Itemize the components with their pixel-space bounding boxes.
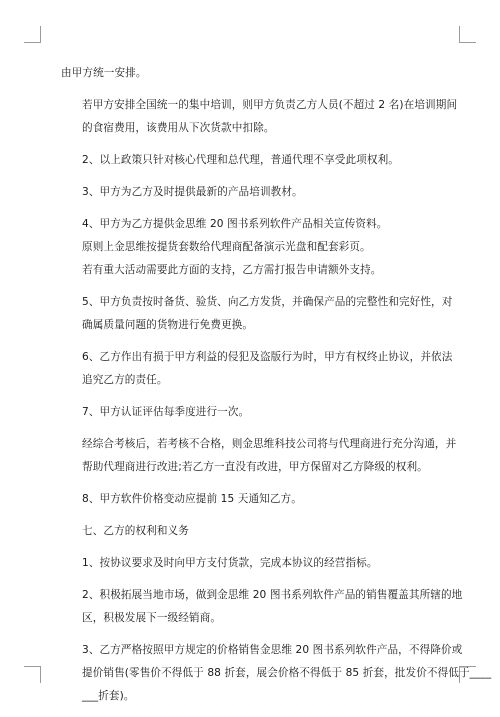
paragraph-line: 若有重大活动需要此方面的支持，乙方需打报告申请额外支持。	[82, 264, 382, 276]
paragraph	[61, 94, 458, 149]
paragraph-line: ___折套)。	[82, 690, 135, 702]
paragraph-line: 确属质量问题的货物进行免费更换。	[82, 319, 254, 331]
document-body	[61, 62, 492, 717]
paragraph-line: 5、甲方负责按时备货、验货、向乙方发货，并确保产品的完整性和完好性，对	[82, 296, 453, 308]
crop-mark-top-left	[24, 26, 41, 43]
paragraph-line: 2、以上政策只针对核心代理和总代理，普通代理不享受此项权利。	[82, 154, 399, 166]
paragraph	[61, 401, 443, 433]
paragraph-line: 8、甲方软件价格变动应提前 15 天通知乙方。	[82, 493, 302, 505]
paragraph-line: 4、甲方为乙方提供金思维 20 图书系列软件产品相关宣传资料。	[82, 218, 388, 230]
paragraph	[61, 552, 443, 584]
paragraph-line: 1、按协议要求及时向甲方支付货款，完成本协议的经营指标。	[82, 557, 378, 569]
paragraph	[61, 584, 463, 639]
paragraph-line: 经综合考核后，若考核不合格，则金思维科技公司将与代理商进行充分沟通，并	[82, 438, 457, 450]
paragraph-line: 7、甲方认证评估每季度进行一次。	[82, 406, 250, 418]
paragraph-line: 若甲方安排全国统一的集中培训，则甲方负责乙方人员(不超过 2 名)在培训期间	[82, 99, 458, 111]
paragraph	[61, 291, 453, 346]
crop-mark-top-right	[459, 26, 476, 43]
paragraph	[61, 213, 443, 236]
paragraph	[61, 346, 453, 401]
paragraph	[61, 488, 443, 520]
paragraph	[61, 149, 443, 181]
paragraph	[61, 520, 443, 552]
paragraph-line: 提价销售(零售价不得低于 88 折套，展会价格不得低于 85 折套，批发价不得低于____	[82, 667, 492, 679]
paragraph	[61, 433, 457, 488]
paragraph-line: 6、乙方作出有损于甲方利益的侵犯及盗版行为时，甲方有权终止协议，并依法	[82, 351, 453, 363]
paragraph-line: 帮助代理商进行改进;若乙方一直没有改进，甲方保留对乙方降级的权利。	[82, 461, 428, 473]
paragraph	[61, 62, 443, 94]
paragraph	[61, 236, 443, 259]
paragraph	[61, 639, 492, 717]
paragraph-line: 七、乙方的权利和义务	[82, 525, 189, 537]
paragraph-line: 原则上金思维按提货套数给代理商配备演示光盘和配套彩页。	[82, 241, 371, 253]
paragraph-line: 区，积极发展下一级经销商。	[82, 612, 222, 624]
paragraph-line: 追究乙方的责任。	[82, 374, 168, 386]
crop-mark-bottom-left	[24, 666, 41, 683]
paragraph-line: 3、甲方为乙方及时提供最新的产品培训教材。	[82, 186, 303, 198]
paragraph	[61, 181, 443, 213]
paragraph-line: 由甲方统一安排。	[61, 67, 147, 79]
paragraph-line: 2、积极拓展当地市场，做到金思维 20 图书系列软件产品的销售覆盖其所辖的地	[82, 589, 463, 601]
paragraph-line: 3、乙方严格按照甲方规定的价格销售金思维 20 图书系列软件产品，不得降价或	[82, 644, 463, 656]
paragraph-line: 的食宿费用，该费用从下次货款中扣除。	[82, 122, 275, 134]
paragraph	[61, 259, 443, 291]
